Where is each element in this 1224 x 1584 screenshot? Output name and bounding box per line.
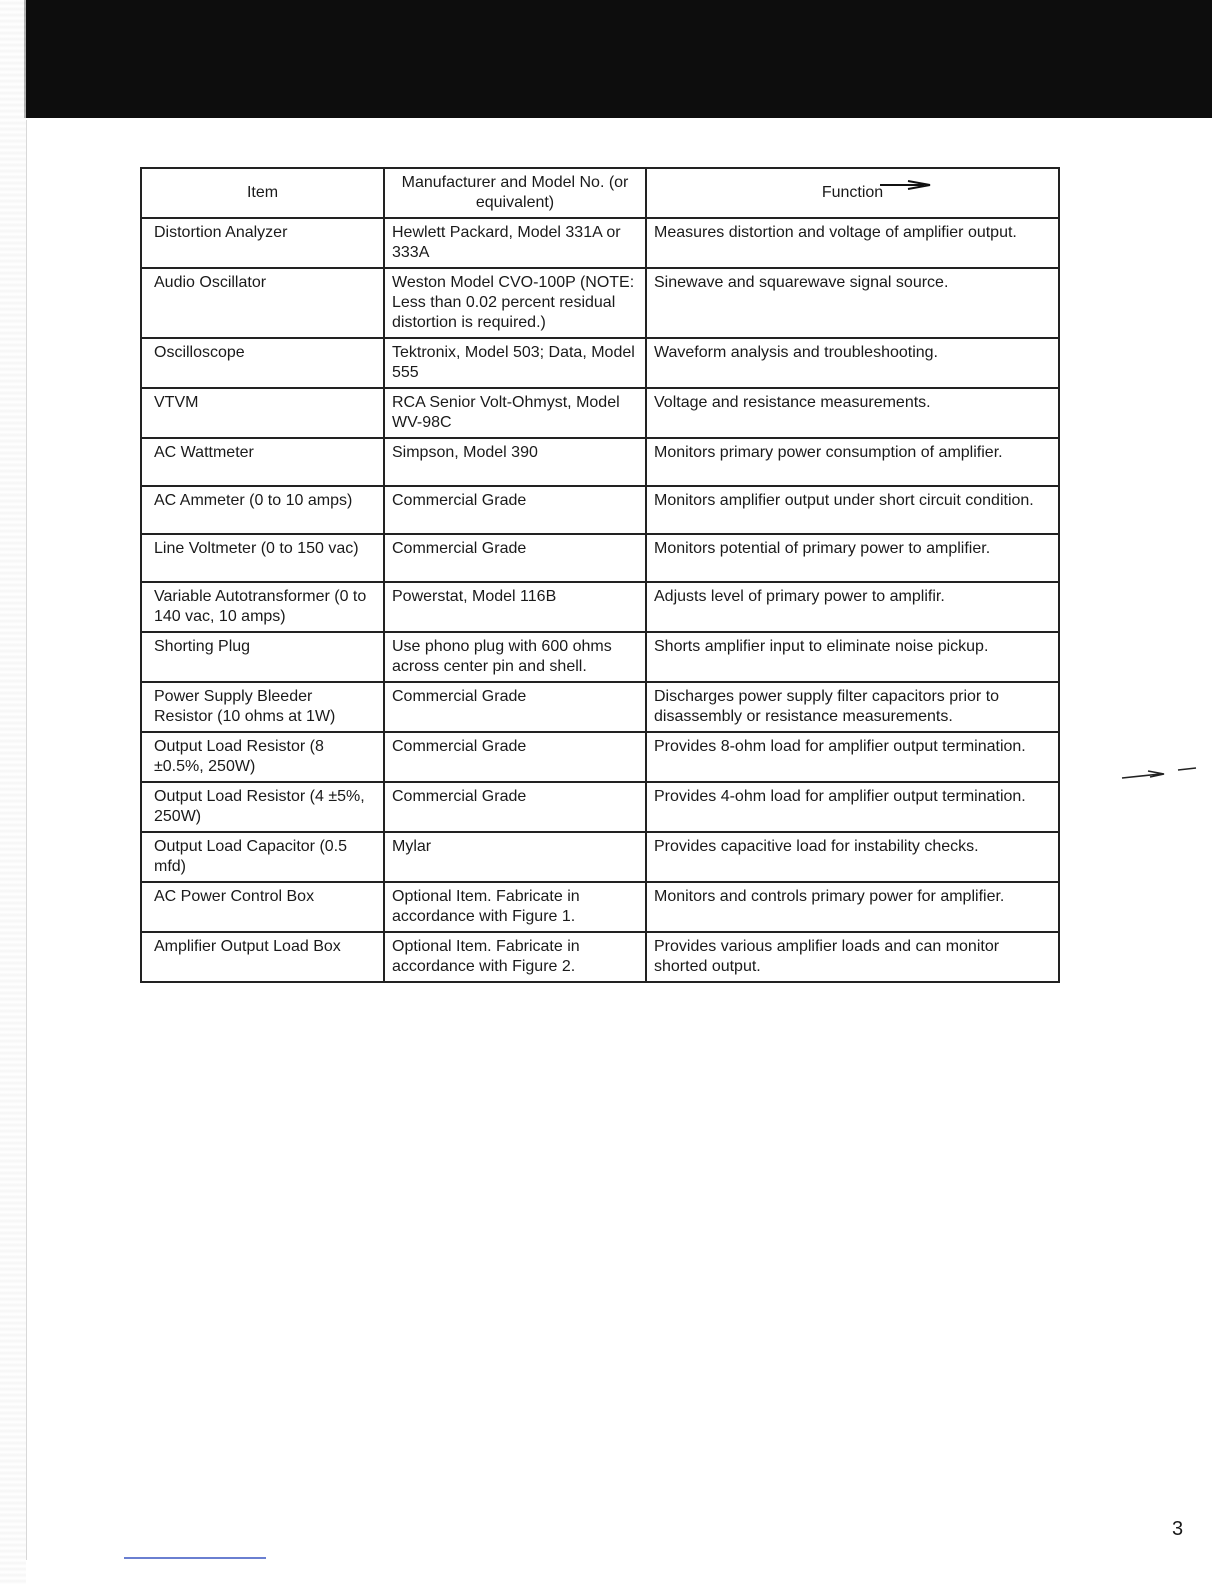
table-row (141, 486, 1059, 534)
table-row (141, 932, 1059, 982)
manufacturer-cell: Tektronix, Model 503; Data, Model 555 (384, 338, 646, 388)
function-cell: Monitors amplifier output under short circuit condition. (646, 486, 1059, 534)
item-cell: VTVM (141, 388, 384, 438)
table-row (141, 782, 1059, 832)
table-row (141, 882, 1059, 932)
item-cell: Power Supply Bleeder Resistor (10 ohms at 1W) (141, 682, 384, 732)
item-cell: Amplifier Output Load Box (141, 932, 384, 982)
function-cell: Waveform analysis and troubleshooting. (646, 338, 1059, 388)
manufacturer-cell: Hewlett Packard, Model 331A or 333A (384, 218, 646, 268)
manufacturer-cell: Commercial Grade (384, 732, 646, 782)
function-cell: Monitors potential of primary power to amplifier. (646, 534, 1059, 582)
item-cell: AC Wattmeter (141, 438, 384, 486)
header-item: Item (141, 168, 384, 218)
pen-stroke-mark (1120, 764, 1200, 784)
function-cell: Monitors primary power consumption of amplifier. (646, 438, 1059, 486)
table-row (141, 632, 1059, 682)
table-header-row (141, 168, 1059, 218)
item-cell: AC Power Control Box (141, 882, 384, 932)
item-cell: Variable Autotransformer (0 to 140 vac, 10 amps) (141, 582, 384, 632)
function-cell: Provides capacitive load for instability checks. (646, 832, 1059, 882)
item-cell: Output Load Capacitor (0.5 mfd) (141, 832, 384, 882)
item-cell: Output Load Resistor (4 ±5%, 250W) (141, 782, 384, 832)
function-cell: Shorts amplifier input to eliminate noise pickup. (646, 632, 1059, 682)
function-cell: Voltage and resistance measurements. (646, 388, 1059, 438)
item-cell: Shorting Plug (141, 632, 384, 682)
manufacturer-cell: Commercial Grade (384, 782, 646, 832)
manufacturer-cell: RCA Senior Volt-Ohmyst, Model WV-98C (384, 388, 646, 438)
header-manufacturer: Manufacturer and Model No. (or equivalent) (384, 168, 646, 218)
item-cell: Output Load Resistor (8 ±0.5%, 250W) (141, 732, 384, 782)
table-row (141, 534, 1059, 582)
table-row (141, 732, 1059, 782)
manufacturer-cell: Optional Item. Fabricate in accordance with Figure 1. (384, 882, 646, 932)
table-row (141, 438, 1059, 486)
manufacturer-cell: Commercial Grade (384, 534, 646, 582)
item-cell: Oscilloscope (141, 338, 384, 388)
header-function: Function (646, 168, 1059, 218)
manufacturer-cell: Mylar (384, 832, 646, 882)
table-row (141, 218, 1059, 268)
manufacturer-cell: Optional Item. Fabricate in accordance with Figure 2. (384, 932, 646, 982)
function-cell: Discharges power supply filter capacitors prior to disassembly or resistance measurements. (646, 682, 1059, 732)
manufacturer-cell: Simpson, Model 390 (384, 438, 646, 486)
table-row (141, 388, 1059, 438)
test-equipment-table (140, 167, 1060, 983)
manufacturer-cell: Powerstat, Model 116B (384, 582, 646, 632)
item-cell: Distortion Analyzer (141, 218, 384, 268)
table-row (141, 832, 1059, 882)
manufacturer-cell: Commercial Grade (384, 486, 646, 534)
scan-left-edge (0, 0, 26, 1584)
function-cell: Provides various amplifier loads and can monitor shorted output. (646, 932, 1059, 982)
item-cell: Line Voltmeter (0 to 150 vac) (141, 534, 384, 582)
function-cell: Provides 4-ohm load for amplifier output termination. (646, 782, 1059, 832)
top-black-band (24, 0, 1212, 118)
item-cell: Audio Oscillator (141, 268, 384, 338)
function-cell: Measures distortion and voltage of amplifier output. (646, 218, 1059, 268)
table-row (141, 582, 1059, 632)
manufacturer-cell: Weston Model CVO-100P (NOTE: Less than 0.02 percent residual distortion is required.) (384, 268, 646, 338)
scan-edge-line (26, 120, 27, 1560)
page-number: 3 (1172, 1518, 1184, 1540)
manufacturer-cell: Use phono plug with 600 ohms across center pin and shell. (384, 632, 646, 682)
item-cell: AC Ammeter (0 to 10 amps) (141, 486, 384, 534)
table-row (141, 338, 1059, 388)
function-cell: Provides 8-ohm load for amplifier output termination. (646, 732, 1059, 782)
table-row (141, 268, 1059, 338)
function-cell: Monitors and controls primary power for amplifier. (646, 882, 1059, 932)
bottom-rule (124, 1557, 266, 1559)
table-row (141, 682, 1059, 732)
function-cell: Adjusts level of primary power to amplifir. (646, 582, 1059, 632)
function-cell: Sinewave and squarewave signal source. (646, 268, 1059, 338)
manufacturer-cell: Commercial Grade (384, 682, 646, 732)
